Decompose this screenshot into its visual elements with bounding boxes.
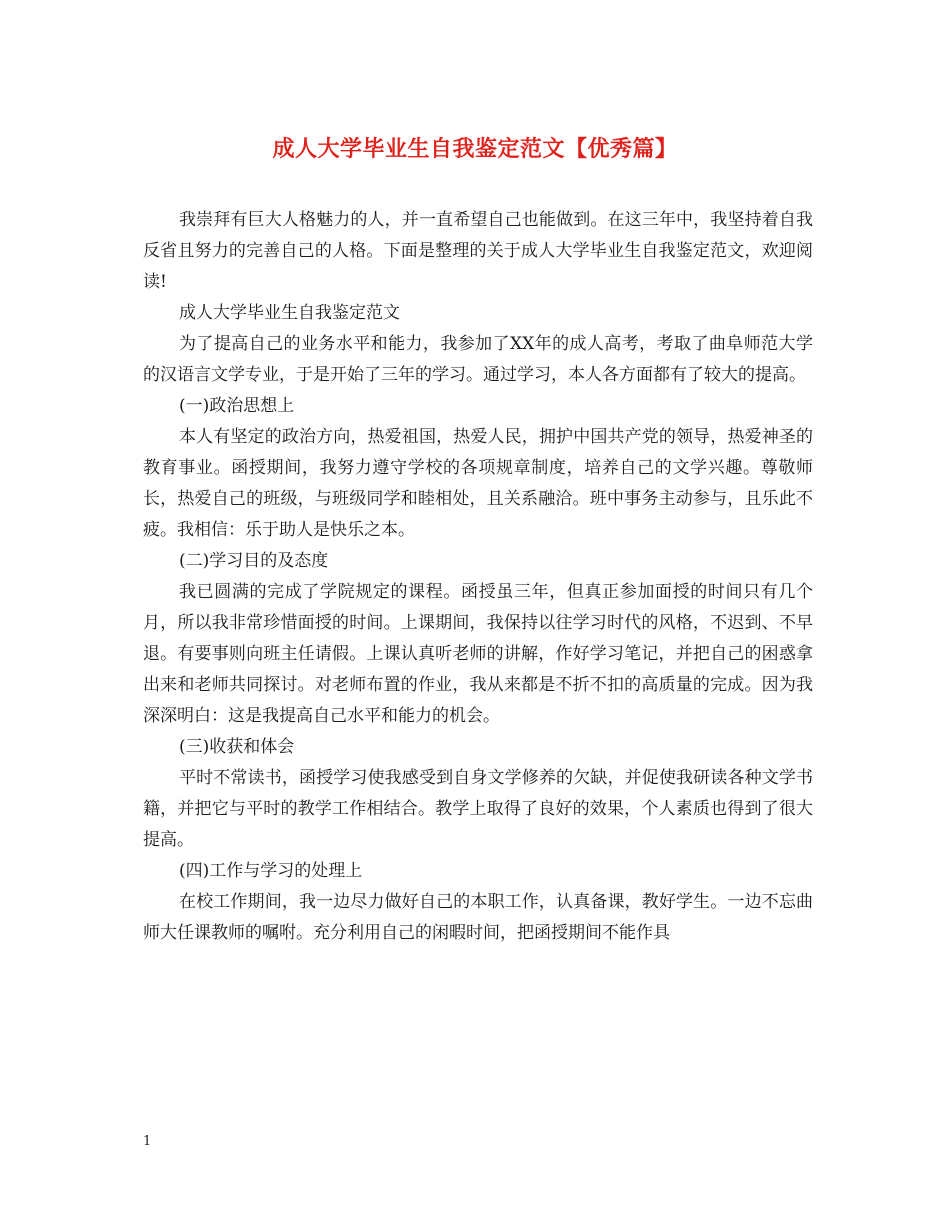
section-heading-politics: (一)政治思想上 <box>179 396 295 416</box>
document-title: 成人大学毕业生自我鉴定范文【优秀篇】 <box>272 136 678 162</box>
paragraph-study: 我已圆满的完成了学院规定的课程。函授虽三年，但真正参加面授的时间只有几个月，所以我非常珍惜面授的时间。上课期间，我保持以往学习时代的风格，不迟到、不早退。有要事则向班主任请假。上课认真听老师的讲解，作好学习笔记，并把自己的困惑拿出来和老师共同探讨。对老师布置的作业，我从来都是不折不扣的高质量的完成。因为我深深明白：这是我提高自己水平和能力的机会。 <box>143 582 813 726</box>
section-heading-gains: (三)收获和体会 <box>179 737 295 757</box>
paragraph-intro: 我崇拜有巨大人格魅力的人，并一直希望自己也能做到。在这三年中，我坚持着自我反省且努力的完善自己的人格。下面是整理的关于成人大学毕业生自我鉴定范文，欢迎阅读! <box>143 210 813 292</box>
paragraph-gains: 平时不常读书，函授学习使我感受到自身文学修养的欠缺，并促使我研读各种文学书籍，并把它与平时的教学工作相结合。教学上取得了良好的效果，个人素质也得到了很大提高。 <box>143 768 813 850</box>
page-number: 1 <box>143 1134 152 1149</box>
section-heading-work: (四)工作与学习的处理上 <box>179 861 363 881</box>
paragraph-work: 在校工作期间，我一边尽力做好自己的本职工作，认真备课，教好学生。一边不忘曲师大任课教师的嘱咐。充分利用自己的闲暇时间，把函授期间不能作具 <box>143 892 813 943</box>
paragraph-subtitle: 成人大学毕业生自我鉴定范文 <box>179 303 400 323</box>
paragraph-politics: 本人有坚定的政治方向，热爱祖国，热爱人民，拥护中国共产党的领导，热爱神圣的教育事业。函授期间，我努力遵守学校的各项规章制度，培养自己的文学兴趣。尊敬师长，热爱自己的班级，与班级同学和睦相处，且关系融洽。班中事务主动参与，且乐此不疲。我相信：乐于助人是快乐之本。 <box>143 427 813 540</box>
document-body <box>143 205 813 949</box>
section-heading-study: (二)学习目的及态度 <box>179 551 329 571</box>
paragraph-background: 为了提高自己的业务水平和能力，我参加了XX年的成人高考，考取了曲阜师范大学的汉语言文学专业，于是开始了三年的学习。通过学习，本人各方面都有了较大的提高。 <box>143 334 813 385</box>
